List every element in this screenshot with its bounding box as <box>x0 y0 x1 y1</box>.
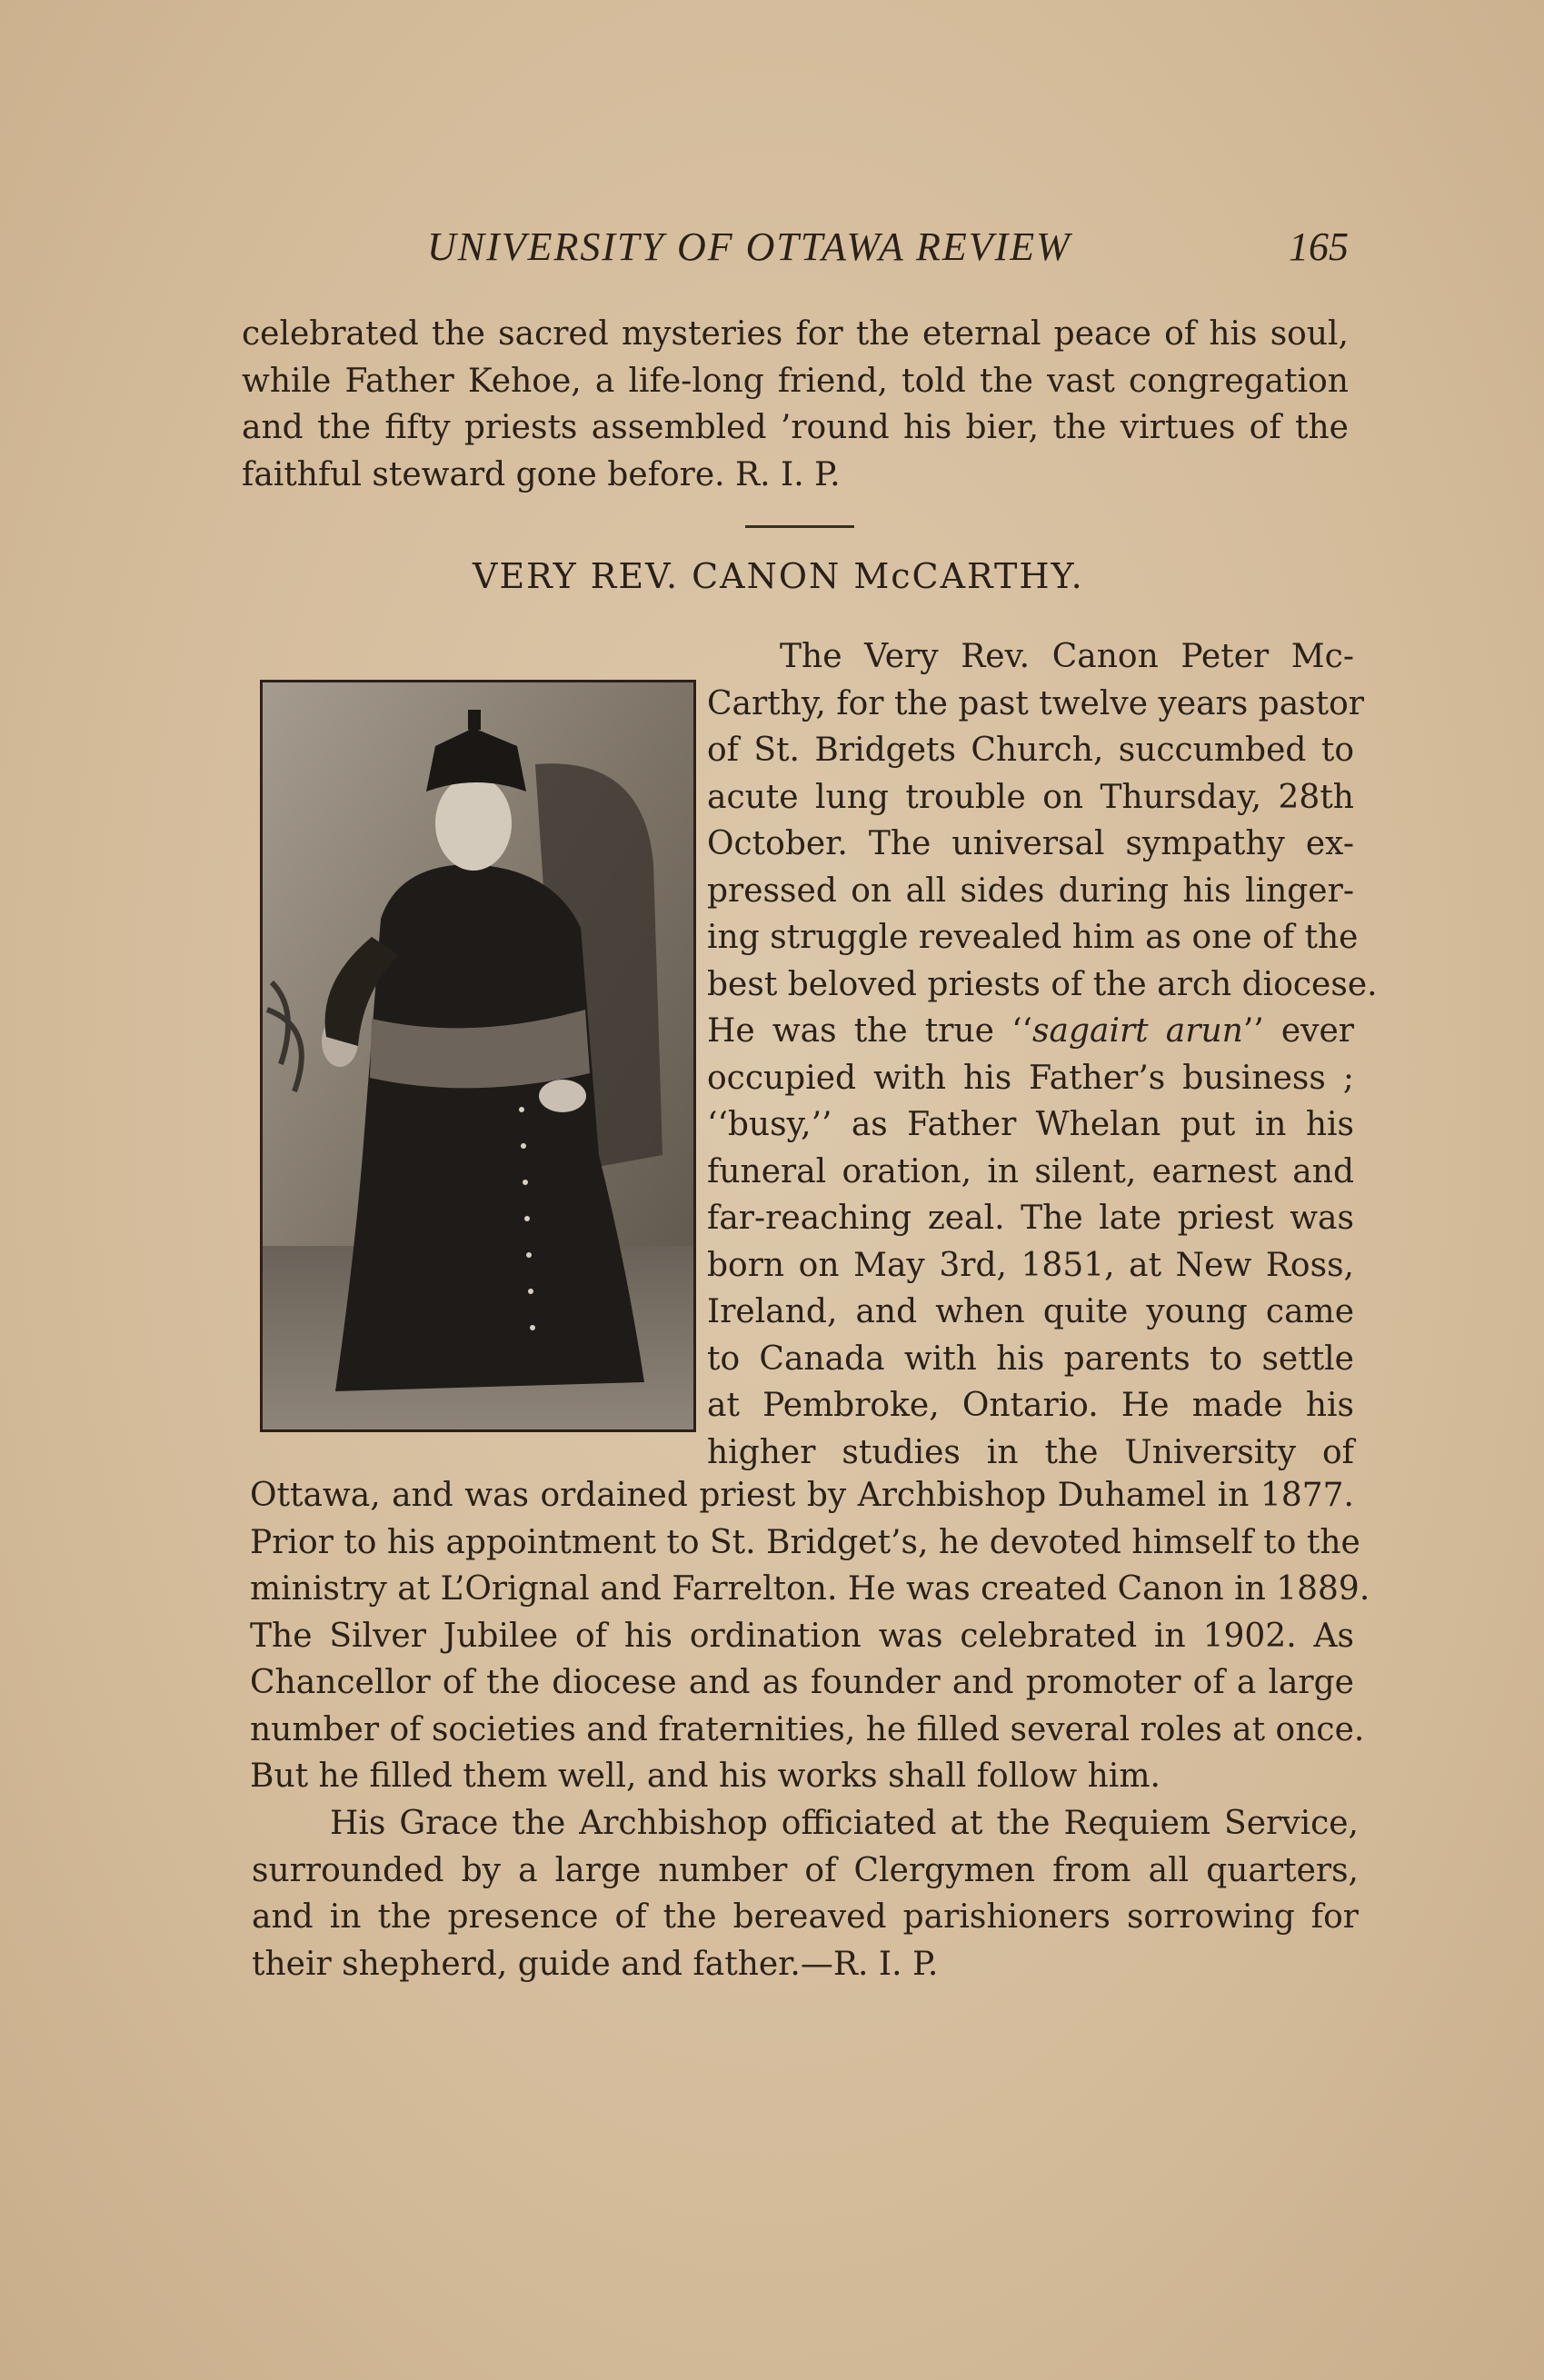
article-line: ‘‘busy,’’ as Father Whelan put in his <box>707 1106 1354 1143</box>
article-line: born on May 3rd, 1851, at New Ross, <box>707 1246 1354 1284</box>
closing-line: surrounded by a large number of Clergymen from all quarters, <box>252 1851 1359 1889</box>
intro-line: and the fifty priests assembled ’round his bier, the virtues of the <box>242 409 1349 446</box>
page-number: 165 <box>1289 224 1349 269</box>
article-line: at Pembroke, Ontario. He made his <box>707 1387 1354 1424</box>
article-line: Carthy, for the past twelve years pastor <box>707 684 1365 722</box>
article-line: higher studies in the University of <box>707 1433 1354 1471</box>
portrait-illustration <box>263 682 693 1429</box>
article-line: Ireland, and when quite young came <box>707 1293 1354 1330</box>
intro-line: faithful steward gone before. R. I. P. <box>242 455 841 493</box>
running-title: UNIVERSITY OF OTTAWA REVIEW <box>427 224 1071 269</box>
article-line: to Canada with his parents to settle <box>707 1339 1354 1378</box>
article-line: The Very Rev. Canon Peter Mc- <box>780 638 1354 675</box>
closing-line: His Grace the Archbishop officiated at the Requiem Service, <box>330 1805 1359 1842</box>
article-line: occupied with his Father’s business ; <box>707 1059 1354 1097</box>
quote-italic: sagairt arun <box>1032 1012 1243 1050</box>
article-full-paragraph <box>250 1472 1370 1800</box>
article-title: VERY REV. CANON McCARTHY. <box>473 556 1084 596</box>
intro-line: while Father Kehoe, a life-long friend, told the vast congregation <box>242 362 1349 400</box>
article-line: funeral oration, in silent, earnest and <box>707 1152 1354 1190</box>
article-line: far-reaching zeal. The late priest was <box>707 1200 1354 1237</box>
article-line: But he filled them well, and his works shall follow him. <box>250 1758 1160 1795</box>
article-line: acute lung trouble on Thursday, 28th <box>707 778 1354 816</box>
intro-paragraph <box>242 311 1349 498</box>
article-line: ministry at L’Orignal and Farrelton. He was created Canon in 1889. <box>250 1570 1370 1608</box>
closing-line: their shepherd, guide and father.—R. I. P. <box>252 1945 939 1983</box>
quote-after: ever <box>1280 1012 1354 1050</box>
article-line: number of societies and fraternities, he filled several roles at once. <box>250 1710 1365 1748</box>
article-line: of St. Bridgets Church, succumbed to <box>707 732 1354 769</box>
quote-lead: He was the true <box>707 1012 994 1050</box>
article-line: pressed on all sides during his linger- <box>707 871 1354 910</box>
portrait-photo <box>260 680 696 1432</box>
article-line: best beloved priests of the arch diocese. <box>707 965 1378 1003</box>
article-line: Chancellor of the diocese and as founder and promoter of a large <box>250 1664 1354 1701</box>
article-line: Ottawa, and was ordained priest by Archbishop Duhamel in 1877. <box>250 1477 1354 1514</box>
section-divider <box>745 525 854 528</box>
intro-line: celebrated the sacred mysteries for the eternal peace of his soul, <box>242 315 1349 353</box>
article-line: October. The universal sympathy ex- <box>707 825 1354 862</box>
article-line: Prior to his appointment to St. Bridget’s, he devoted himself to the <box>250 1523 1360 1561</box>
closing-line: and in the presence of the bereaved parishioners sorrowing for <box>252 1898 1359 1936</box>
article-line: ing struggle revealed him as one of the <box>707 919 1359 956</box>
article-wrapped-paragraph <box>707 633 1378 1476</box>
article-line-quote: He was the true ‘‘sagairt arun’’ ever <box>707 1012 1354 1050</box>
closing-paragraph <box>252 1800 1359 1987</box>
article-line: The Silver Jubilee of his ordination was celebrated in 1902. As <box>250 1617 1354 1655</box>
